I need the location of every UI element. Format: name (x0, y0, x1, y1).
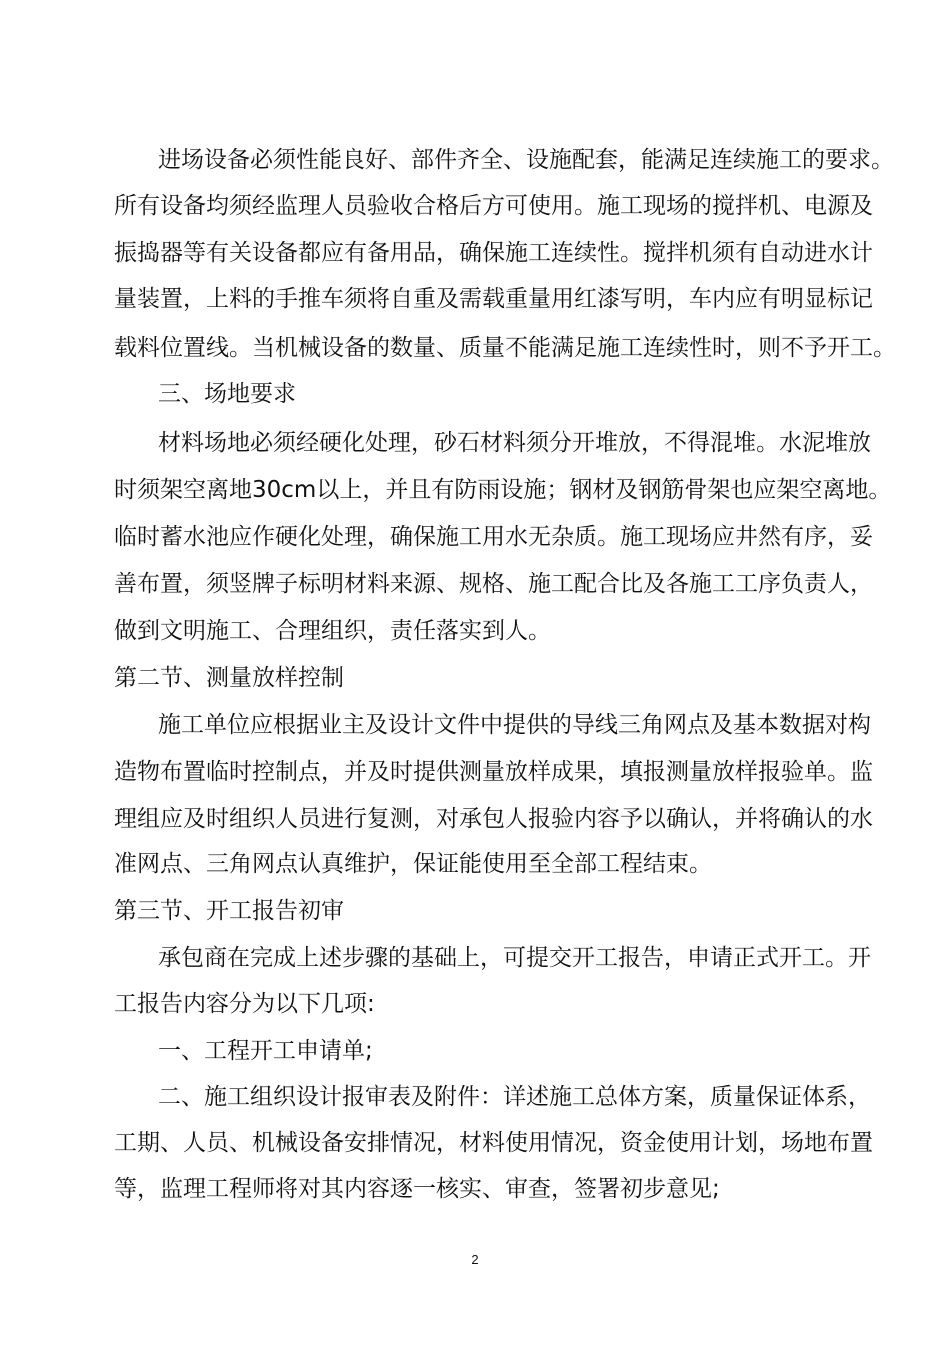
paragraph-line: 振捣器等有关设备都应有备用品，确保施工连续性。搅拌机须有自动进水计 (114, 240, 873, 266)
list-item: 二、施工组织设计报审表及附件：详述施工总体方案，质量保证体系， (158, 1084, 871, 1110)
list-item: 一、工程开工申请单; (158, 1038, 373, 1064)
paragraph-line: 等，监理工程师将对其内容逐一核实、审查，签署初步意见; (114, 1176, 720, 1202)
section-heading: 第三节、开工报告初审 (114, 898, 344, 924)
subsection-heading: 三、场地要求 (158, 381, 296, 407)
paragraph-line: 材料场地必须经硬化处理，砂石材料须分开堆放，不得混堆。水泥堆放 (158, 430, 871, 456)
paragraph-line: 工期、人员、机械设备安排情况，材料使用情况，资金使用计划，场地布置 (114, 1130, 873, 1156)
paragraph-line: 理组应及时组织人员进行复测，对承包人报验内容予以确认，并将确认的水 (114, 806, 873, 832)
paragraph-line: 做到文明施工、合理组织，责任落实到人。 (114, 618, 551, 644)
paragraph-line: 载料位置线。当机械设备的数量、质量不能满足施工连续性时，则不予开工。 (114, 335, 896, 361)
paragraph-line: 准网点、三角网点认真维护，保证能使用至全部工程结束。 (114, 851, 712, 877)
paragraph-line: 时须架空离地30cm以上，并且有防雨设施；钢材及钢筋骨架也应架空离地。 (114, 477, 892, 503)
paragraph-line: 善布置，须竖牌子标明材料来源、规格、施工配合比及各施工工序负责人， (114, 571, 873, 597)
paragraph-line: 所有设备均须经监理人员验收合格后方可使用。施工现场的搅拌机、电源及 (114, 193, 873, 219)
paragraph-line: 量装置，上料的手推车须将自重及需载重量用红漆写明，车内应有明显标记 (114, 286, 873, 312)
paragraph-line: 工报告内容分为以下几项: (114, 991, 375, 1017)
paragraph-line: 进场设备必须性能良好、部件齐全、设施配套，能满足连续施工的要求。 (158, 147, 894, 173)
paragraph-line: 施工单位应根据业主及设计文件中提供的导线三角网点及基本数据对构 (158, 712, 871, 738)
page-number: 2 (471, 1252, 479, 1267)
paragraph-line: 造物布置临时控制点，并及时提供测量放样成果，填报测量放样报验单。监 (114, 759, 873, 785)
paragraph-line: 承包商在完成上述步骤的基础上，可提交开工报告，申请正式开工。开 (158, 945, 871, 971)
section-heading: 第二节、测量放样控制 (114, 665, 344, 691)
paragraph-line: 临时蓄水池应作硬化处理，确保施工用水无杂质。施工现场应井然有序，妥 (114, 524, 873, 550)
